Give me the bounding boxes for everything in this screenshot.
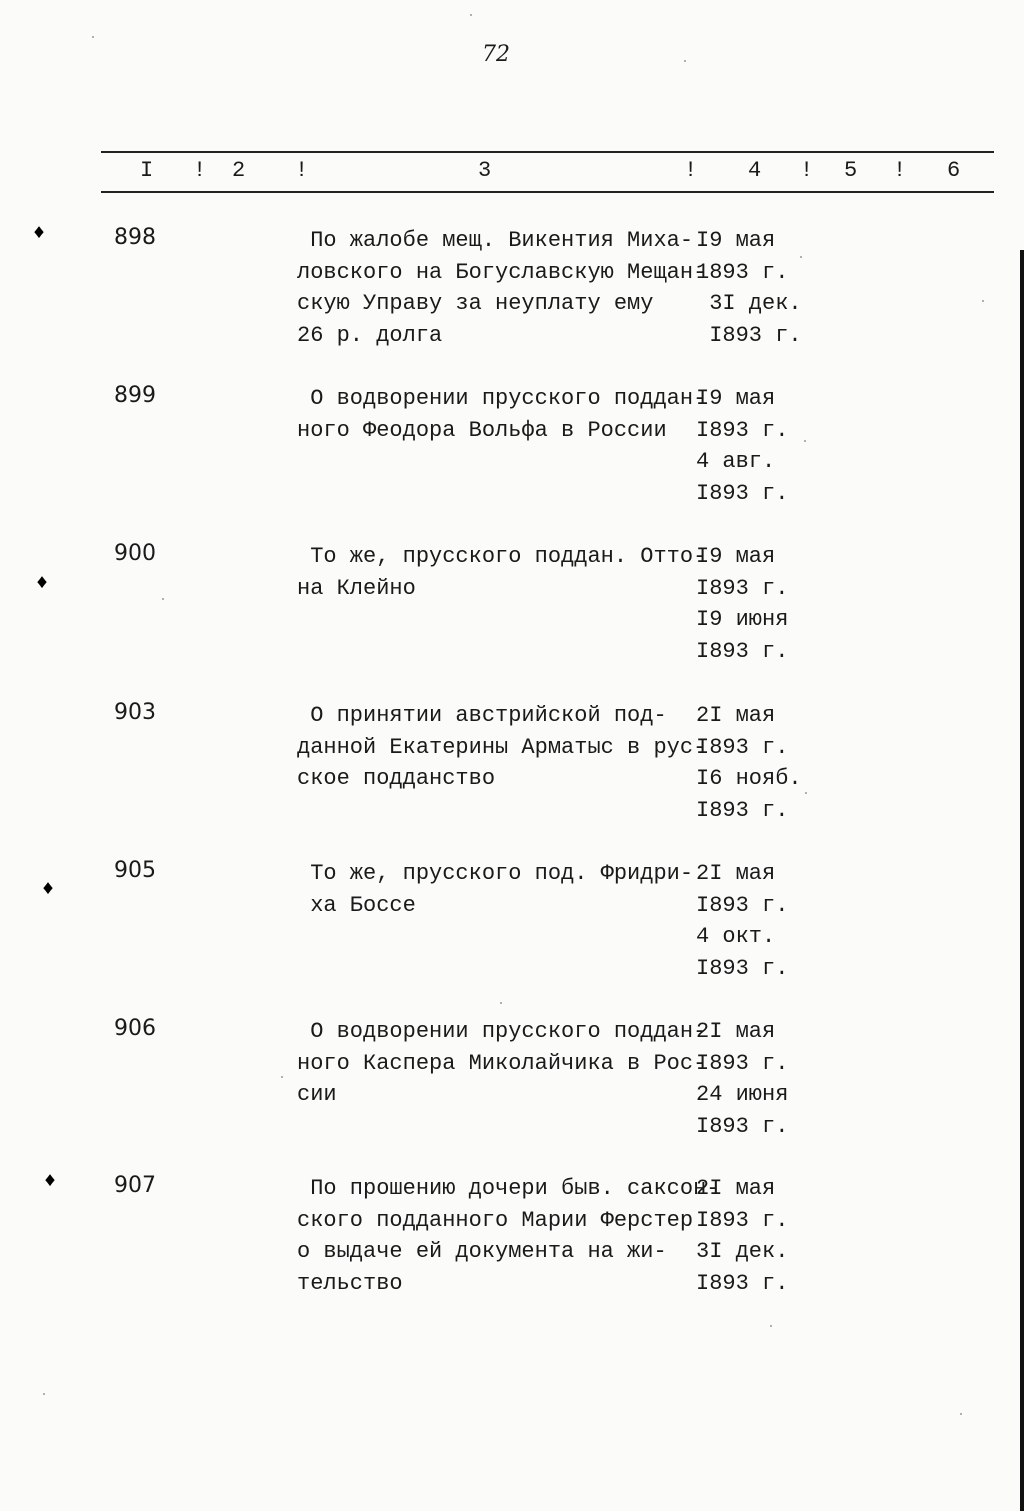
entry-number: 899 xyxy=(114,383,156,408)
header-col-4: 4 xyxy=(748,158,762,183)
header-col-1: I xyxy=(140,158,154,183)
page-number: 72 xyxy=(482,42,510,67)
entry-title: О водворении прусского поддан- ного Каспера Миколайчика в Рос- сии xyxy=(297,1019,707,1107)
scan-speck xyxy=(804,440,806,442)
entry-dates: I9 мая 1893 г. 3I дек. I893 г. xyxy=(696,228,802,348)
binding-hole-mark: ♦ xyxy=(44,1170,57,1193)
entry-dates: 2I мая I893 г. I6 нояб. I893 г. xyxy=(696,703,802,823)
entry-dates: 2I мая I893 г. 4 окт. I893 г. xyxy=(696,861,789,981)
header-col-6: 6 xyxy=(947,158,961,183)
binding-hole-mark: ♦ xyxy=(33,222,46,245)
entry-title: О водворении прусского поддан- ного Феодора Вольфа в России xyxy=(297,386,707,443)
inventory-entry xyxy=(0,1016,1024,1146)
scan-speck xyxy=(92,36,94,38)
entry-title: То же, прусского поддан. Отто- на Клейно xyxy=(297,544,707,601)
header-top-rule xyxy=(101,151,994,153)
scan-speck xyxy=(960,1413,962,1415)
scan-speck xyxy=(500,1002,502,1004)
scan-speck xyxy=(805,792,807,794)
header-col-3: 3 xyxy=(478,158,492,183)
inventory-entry xyxy=(0,383,1024,513)
entry-dates: 2I мая I893 г. 3I дек. I893 г. xyxy=(696,1176,789,1296)
inventory-entry xyxy=(0,222,1024,355)
entry-dates: I9 мая I893 г. I9 июня I893 г. xyxy=(696,544,789,664)
entry-number: 900 xyxy=(114,541,156,566)
entry-number: 906 xyxy=(114,1016,156,1041)
entry-number: 903 xyxy=(114,700,156,725)
entry-number: 898 xyxy=(114,225,156,250)
header-bottom-rule xyxy=(101,191,994,193)
header-col-5: 5 xyxy=(844,158,858,183)
entry-number: 907 xyxy=(114,1173,156,1198)
header-separator: ! xyxy=(800,158,814,183)
scan-speck xyxy=(281,1076,283,1078)
scan-speck xyxy=(684,60,686,62)
entry-dates: 2I мая I893 г. 24 июня I893 г. xyxy=(696,1019,789,1139)
entry-title: О принятии австрийской под- данной Екатерины Арматыс в рус- ское подданство xyxy=(297,703,707,791)
entry-title: По прошению дочери быв. саксон- ского подданного Марии Ферстер о выдаче ей документа на жи- тельство xyxy=(297,1176,720,1296)
scan-speck xyxy=(162,598,164,600)
inventory-entry xyxy=(0,541,1024,671)
entry-title: То же, прусского под. Фридри- ха Боссе xyxy=(310,861,694,918)
header-separator: ! xyxy=(684,158,698,183)
header-separator: ! xyxy=(193,158,207,183)
scan-speck xyxy=(43,1393,45,1395)
header-separator: ! xyxy=(893,158,907,183)
inventory-entry xyxy=(0,1170,1024,1303)
scan-speck xyxy=(770,1325,772,1327)
scan-speck xyxy=(800,256,802,258)
binding-hole-mark: ♦ xyxy=(42,878,55,901)
binding-hole-mark: ♦ xyxy=(36,572,49,595)
header-separator: ! xyxy=(295,158,309,183)
entry-dates: I9 мая I893 г. 4 авг. I893 г. xyxy=(696,386,789,506)
entry-title: По жалобе мещ. Викентия Миха- ловского на Богуславскую Мещан- скую Управу за неуплату ему 26 р. долга xyxy=(297,228,707,348)
inventory-entry xyxy=(0,700,1024,830)
header-col-2: 2 xyxy=(232,158,246,183)
entry-number: 905 xyxy=(114,858,156,883)
scan-speck xyxy=(982,300,984,302)
inventory-entry xyxy=(0,858,1024,988)
scan-speck xyxy=(470,14,472,16)
